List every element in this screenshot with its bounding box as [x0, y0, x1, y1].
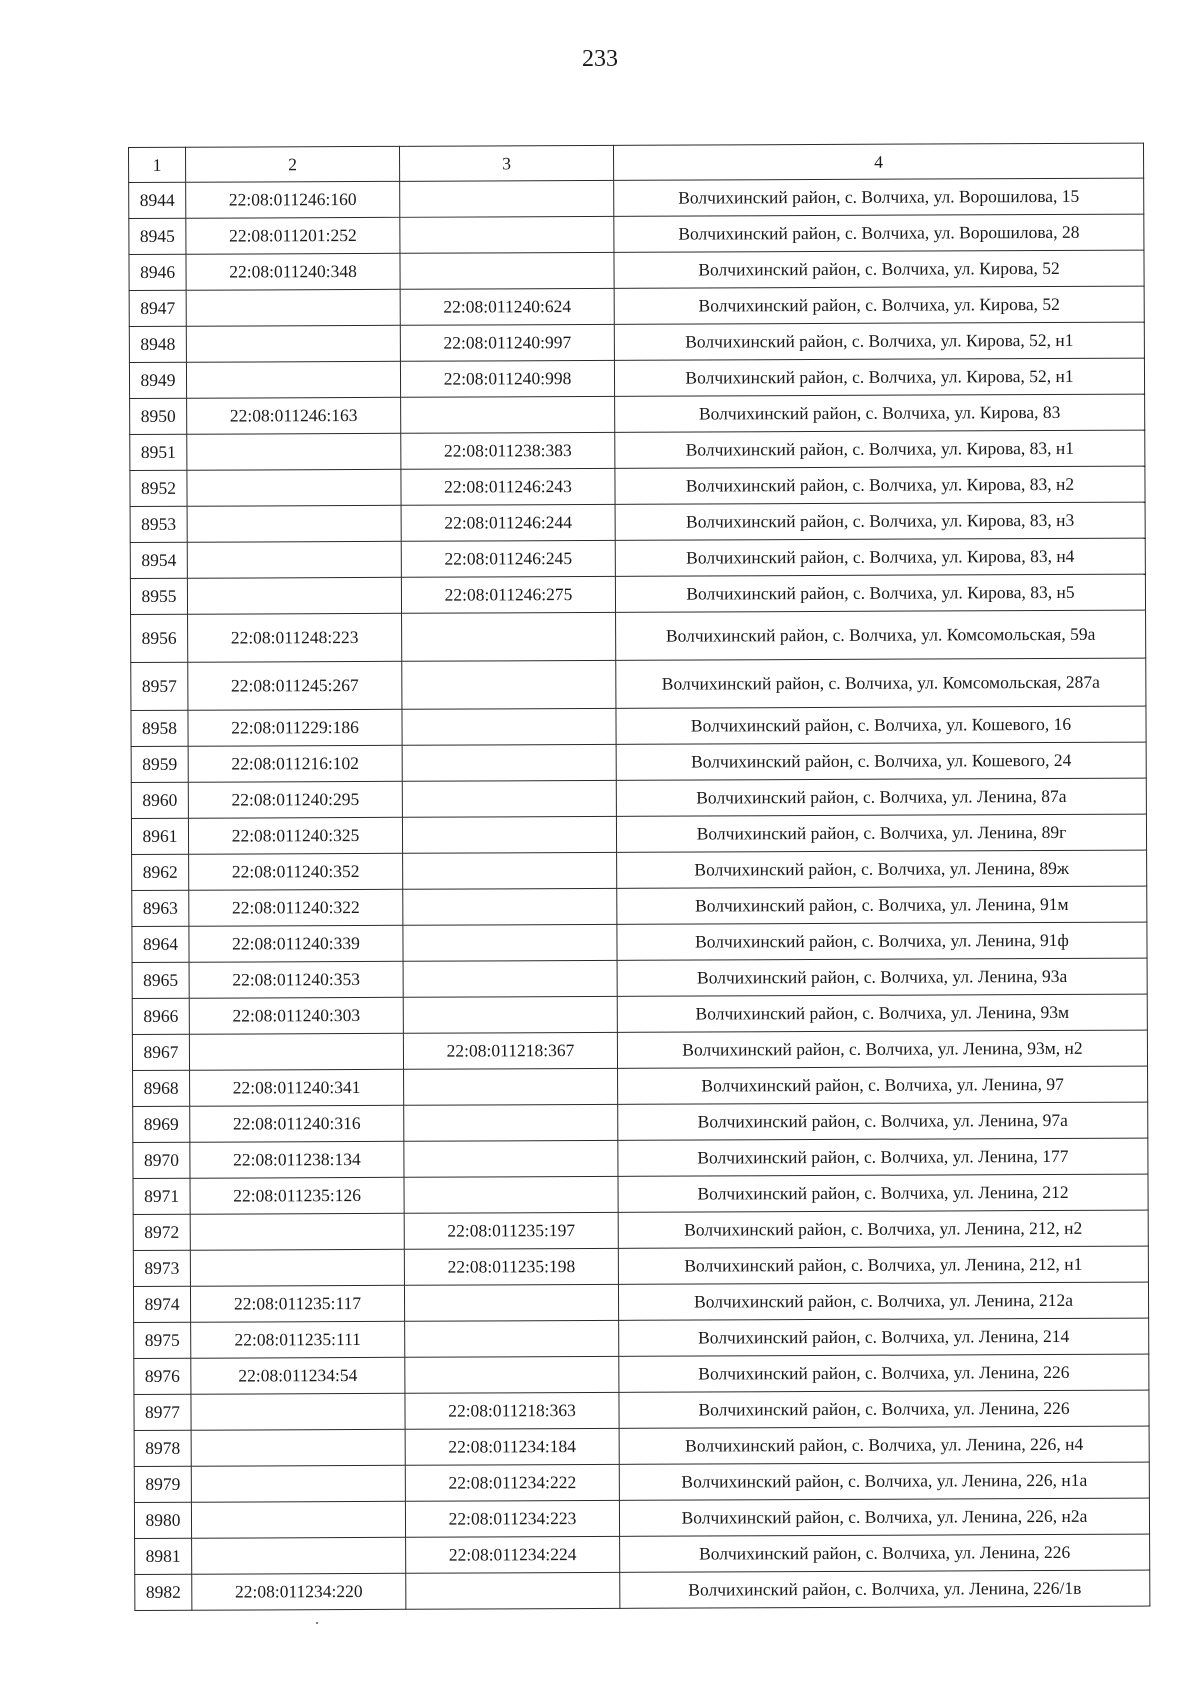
address-cell: Волчихинский район, с. Волчиха, ул. Ленина, 93м — [617, 994, 1147, 1032]
table-row — [134, 1426, 1149, 1466]
row-number-cell: 8953 — [130, 506, 187, 542]
row-number-cell: 8944 — [129, 182, 186, 218]
building-cadastral-number-cell — [404, 1176, 618, 1213]
table-body — [129, 178, 1150, 1610]
cadastral-number-cell — [187, 433, 401, 470]
row-number-cell: 8954 — [130, 542, 187, 578]
cadastral-number-cell: 22:08:011246:163 — [187, 397, 401, 434]
building-cadastral-number-cell — [405, 1356, 619, 1393]
building-cadastral-number-cell: 22:08:011218:363 — [405, 1392, 619, 1429]
building-cadastral-number-cell — [401, 396, 615, 433]
cadastral-number-cell — [189, 1033, 403, 1070]
building-cadastral-number-cell: 22:08:011246:275 — [401, 576, 615, 613]
address-cell: Волчихинский район, с. Волчиха, ул. Ленина, 97 — [618, 1066, 1148, 1104]
column-header-4: 4 — [613, 143, 1143, 180]
cadastral-number-cell — [186, 325, 400, 362]
table-row — [133, 1138, 1148, 1178]
address-cell: Волчихинский район, с. Волчиха, ул. Комсомольская, 287а — [616, 658, 1146, 708]
building-cadastral-number-cell: 22:08:011240:624 — [400, 288, 614, 325]
cadastral-number-cell — [190, 1213, 404, 1250]
building-cadastral-number-cell: 22:08:011246:243 — [401, 468, 615, 505]
address-cell: Волчихинский район, с. Волчиха, ул. Ленина, 93а — [617, 958, 1147, 996]
registry-table — [128, 143, 1150, 1611]
cadastral-number-cell: 22:08:011229:186 — [188, 709, 402, 746]
row-number-cell: 8952 — [130, 470, 187, 506]
row-number-cell: 8971 — [133, 1178, 190, 1214]
page-number: 233 — [582, 46, 618, 72]
header-row — [129, 143, 1144, 182]
row-number-cell: 8951 — [130, 434, 187, 470]
address-cell: Волчихинский район, с. Волчиха, ул. Кирова, 83, н5 — [615, 574, 1145, 612]
cadastral-number-cell: 22:08:011240:341 — [190, 1069, 404, 1106]
table-row — [134, 1498, 1149, 1538]
building-cadastral-number-cell — [402, 708, 616, 745]
table-row — [131, 742, 1146, 782]
table-row — [130, 502, 1145, 542]
row-number-cell: 8949 — [129, 362, 186, 398]
table-row — [129, 250, 1144, 290]
address-cell: Волчихинский район, с. Волчиха, ул. Кирова, 52, н1 — [614, 358, 1144, 396]
row-number-cell: 8975 — [134, 1322, 191, 1358]
row-number-cell: 8946 — [129, 254, 186, 290]
table-row — [133, 1246, 1148, 1286]
row-number-cell: 8969 — [133, 1106, 190, 1142]
table-row — [129, 178, 1144, 218]
column-header-1: 1 — [129, 147, 186, 182]
cadastral-number-cell — [186, 361, 400, 398]
address-cell: Волчихинский район, с. Волчиха, ул. Ворошилова, 15 — [614, 178, 1144, 216]
cadastral-number-cell — [190, 1249, 404, 1286]
address-cell: Волчихинский район, с. Волчиха, ул. Ленина, 226 — [620, 1534, 1150, 1572]
address-cell: Волчихинский район, с. Волчиха, ул. Кирова, 83, н3 — [615, 502, 1145, 540]
cadastral-number-cell: 22:08:011240:353 — [189, 961, 403, 998]
building-cadastral-number-cell — [400, 180, 614, 217]
row-number-cell: 8980 — [134, 1502, 191, 1538]
table-row — [131, 814, 1146, 854]
cadastral-number-cell — [191, 1501, 405, 1538]
row-number-cell: 8978 — [134, 1430, 191, 1466]
address-cell: Волчихинский район, с. Волчиха, ул. Кирова, 83, н2 — [615, 466, 1145, 504]
row-number-cell: 8964 — [132, 926, 189, 962]
building-cadastral-number-cell — [402, 816, 616, 853]
building-cadastral-number-cell: 22:08:011240:997 — [400, 324, 614, 361]
building-cadastral-number-cell — [403, 924, 617, 961]
address-cell: Волчихинский район, с. Волчиха, ул. Ленина, 87а — [616, 778, 1146, 816]
row-number-cell: 8974 — [133, 1286, 190, 1322]
building-cadastral-number-cell — [406, 1572, 620, 1609]
table-row — [134, 1318, 1149, 1358]
address-cell: Волчихинский район, с. Волчиха, ул. Ленина, 226, н2а — [619, 1498, 1149, 1536]
address-cell: Волчихинский район, с. Волчиха, ул. Кирова, 83 — [615, 394, 1145, 432]
row-number-cell: 8963 — [132, 890, 189, 926]
row-number-cell: 8962 — [132, 854, 189, 890]
row-number-cell: 8966 — [132, 998, 189, 1034]
column-header-3: 3 — [399, 145, 613, 181]
row-number-cell: 8970 — [133, 1142, 190, 1178]
cadastral-number-cell: 22:08:011240:348 — [186, 253, 400, 290]
building-cadastral-number-cell: 22:08:011218:367 — [403, 1032, 617, 1069]
row-number-cell: 8982 — [135, 1574, 192, 1610]
building-cadastral-number-cell: 22:08:011235:198 — [404, 1248, 618, 1285]
table-row — [132, 922, 1147, 962]
scan-speck — [316, 1622, 318, 1624]
building-cadastral-number-cell: 22:08:011240:998 — [400, 360, 614, 397]
table-header — [129, 143, 1144, 182]
table-row — [131, 610, 1146, 662]
table-row — [134, 1462, 1149, 1502]
table-row — [133, 1102, 1148, 1142]
row-number-cell: 8968 — [133, 1070, 190, 1106]
row-number-cell: 8955 — [130, 578, 187, 614]
address-cell: Волчихинский район, с. Волчиха, ул. Ленина, 226, н4 — [619, 1426, 1149, 1464]
table-row — [130, 538, 1145, 578]
building-cadastral-number-cell — [403, 852, 617, 889]
cadastral-number-cell: 22:08:011235:117 — [190, 1285, 404, 1322]
address-cell: Волчихинский район, с. Волчиха, ул. Ленина, 89ж — [617, 850, 1147, 888]
cadastral-number-cell: 22:08:011216:102 — [188, 745, 402, 782]
address-cell: Волчихинский район, с. Волчиха, ул. Ленина, 91ф — [617, 922, 1147, 960]
building-cadastral-number-cell — [403, 996, 617, 1033]
cadastral-number-cell: 22:08:011234:54 — [191, 1357, 405, 1394]
row-number-cell: 8973 — [133, 1250, 190, 1286]
address-cell: Волчихинский район, с. Волчиха, ул. Кошевого, 16 — [616, 706, 1146, 744]
row-number-cell: 8958 — [131, 710, 188, 746]
building-cadastral-number-cell: 22:08:011246:244 — [401, 504, 615, 541]
row-number-cell: 8976 — [134, 1358, 191, 1394]
building-cadastral-number-cell: 22:08:011234:224 — [406, 1536, 620, 1573]
cadastral-number-cell — [187, 469, 401, 506]
table-row — [129, 358, 1144, 398]
table-row — [130, 466, 1145, 506]
table-row — [132, 886, 1147, 926]
address-cell: Волчихинский район, с. Волчиха, ул. Кирова, 83, н1 — [615, 430, 1145, 468]
cadastral-number-cell — [187, 505, 401, 542]
row-number-cell: 8979 — [134, 1466, 191, 1502]
cadastral-number-cell: 22:08:011234:220 — [192, 1573, 406, 1610]
building-cadastral-number-cell — [404, 1140, 618, 1177]
table-row — [130, 574, 1145, 614]
cadastral-number-cell — [192, 1537, 406, 1574]
address-cell: Волчихинский район, с. Волчиха, ул. Ворошилова, 28 — [614, 214, 1144, 252]
row-number-cell: 8961 — [131, 818, 188, 854]
table-row — [133, 1066, 1148, 1106]
building-cadastral-number-cell: 22:08:011235:197 — [404, 1212, 618, 1249]
cadastral-number-cell — [191, 1465, 405, 1502]
column-header-2: 2 — [186, 146, 400, 182]
cadastral-number-cell: 22:08:011240:352 — [189, 853, 403, 890]
cadastral-number-cell: 22:08:011248:223 — [188, 613, 402, 662]
table-row — [135, 1534, 1150, 1574]
row-number-cell: 8981 — [135, 1538, 192, 1574]
table-row — [129, 214, 1144, 254]
table-row — [133, 1210, 1148, 1250]
cadastral-number-cell: 22:08:011201:252 — [186, 217, 400, 254]
building-cadastral-number-cell — [402, 612, 616, 661]
address-cell: Волчихинский район, с. Волчиха, ул. Ленина, 212, н1 — [618, 1246, 1148, 1284]
building-cadastral-number-cell: 22:08:011238:383 — [401, 432, 615, 469]
address-cell: Волчихинский район, с. Волчиха, ул. Ленина, 93м, н2 — [617, 1030, 1147, 1068]
building-cadastral-number-cell — [402, 780, 616, 817]
building-cadastral-number-cell: 22:08:011234:222 — [405, 1464, 619, 1501]
cadastral-number-cell — [187, 541, 401, 578]
address-cell: Волчихинский район, с. Волчиха, ул. Ленина, 212 — [618, 1174, 1148, 1212]
address-cell: Волчихинский район, с. Волчиха, ул. Кошевого, 24 — [616, 742, 1146, 780]
row-number-cell: 8959 — [131, 746, 188, 782]
cadastral-number-cell — [191, 1429, 405, 1466]
address-cell: Волчихинский район, с. Волчиха, ул. Кирова, 52 — [614, 250, 1144, 288]
cadastral-number-cell: 22:08:011235:111 — [191, 1321, 405, 1358]
address-cell: Волчихинский район, с. Волчиха, ул. Ленина, 212а — [618, 1282, 1148, 1320]
cadastral-number-cell: 22:08:011240:325 — [188, 817, 402, 854]
address-cell: Волчихинский район, с. Волчиха, ул. Ленина, 212, н2 — [618, 1210, 1148, 1248]
table-row — [132, 1030, 1147, 1070]
building-cadastral-number-cell — [404, 1104, 618, 1141]
table-row — [130, 430, 1145, 470]
table-row — [135, 1570, 1150, 1610]
cadastral-number-cell: 22:08:011240:339 — [189, 925, 403, 962]
address-cell: Волчихинский район, с. Волчиха, ул. Ленина, 226, н1а — [619, 1462, 1149, 1500]
table-row — [133, 1174, 1148, 1214]
address-cell: Волчихинский район, с. Волчиха, ул. Ленина, 91м — [617, 886, 1147, 924]
building-cadastral-number-cell — [402, 744, 616, 781]
cadastral-number-cell: 22:08:011245:267 — [188, 661, 402, 710]
cadastral-number-cell: 22:08:011238:134 — [190, 1141, 404, 1178]
row-number-cell: 8948 — [129, 326, 186, 362]
row-number-cell: 8965 — [132, 962, 189, 998]
cadastral-number-cell: 22:08:011240:295 — [188, 781, 402, 818]
row-number-cell: 8977 — [134, 1394, 191, 1430]
address-cell: Волчихинский район, с. Волчиха, ул. Кирова, 52, н1 — [614, 322, 1144, 360]
building-cadastral-number-cell: 22:08:011234:184 — [405, 1428, 619, 1465]
row-number-cell: 8957 — [131, 662, 188, 710]
row-number-cell: 8972 — [133, 1214, 190, 1250]
cadastral-number-cell — [191, 1393, 405, 1430]
building-cadastral-number-cell — [400, 252, 614, 289]
table-row — [130, 394, 1145, 434]
cadastral-number-cell: 22:08:011240:303 — [189, 997, 403, 1034]
table-row — [129, 286, 1144, 326]
table-row — [131, 706, 1146, 746]
cadastral-number-cell: 22:08:011235:126 — [190, 1177, 404, 1214]
building-cadastral-number-cell — [400, 216, 614, 253]
row-number-cell: 8950 — [130, 398, 187, 434]
row-number-cell: 8947 — [129, 290, 186, 326]
table-row — [134, 1390, 1149, 1430]
cadastral-number-cell — [187, 577, 401, 614]
cadastral-number-cell — [186, 289, 400, 326]
address-cell: Волчихинский район, с. Волчиха, ул. Кирова, 83, н4 — [615, 538, 1145, 576]
address-cell: Волчихинский район, с. Волчиха, ул. Ленина, 89г — [616, 814, 1146, 852]
cadastral-number-cell: 22:08:011246:160 — [186, 181, 400, 218]
address-cell: Волчихинский район, с. Волчиха, ул. Кирова, 52 — [614, 286, 1144, 324]
table-row — [133, 1282, 1148, 1322]
address-cell: Волчихинский район, с. Волчиха, ул. Ленина, 226 — [619, 1354, 1149, 1392]
address-cell: Волчихинский район, с. Волчиха, ул. Комсомольская, 59а — [616, 610, 1146, 660]
building-cadastral-number-cell — [404, 1068, 618, 1105]
building-cadastral-number-cell — [404, 1284, 618, 1321]
address-cell: Волчихинский район, с. Волчиха, ул. Ленина, 214 — [619, 1318, 1149, 1356]
table-row — [134, 1354, 1149, 1394]
address-cell: Волчихинский район, с. Волчиха, ул. Ленина, 97а — [618, 1102, 1148, 1140]
building-cadastral-number-cell — [403, 960, 617, 997]
cadastral-number-cell: 22:08:011240:322 — [189, 889, 403, 926]
row-number-cell: 8956 — [131, 614, 188, 662]
table-row — [131, 778, 1146, 818]
building-cadastral-number-cell — [402, 660, 616, 709]
cadastral-number-cell: 22:08:011240:316 — [190, 1105, 404, 1142]
row-number-cell: 8945 — [129, 218, 186, 254]
address-cell: Волчихинский район, с. Волчиха, ул. Ленина, 226/1в — [620, 1570, 1150, 1608]
table-row — [132, 850, 1147, 890]
table-row — [132, 958, 1147, 998]
building-cadastral-number-cell — [405, 1320, 619, 1357]
building-cadastral-number-cell: 22:08:011234:223 — [405, 1500, 619, 1537]
table-row — [132, 994, 1147, 1034]
table-row — [129, 322, 1144, 362]
table-row — [131, 658, 1146, 710]
building-cadastral-number-cell: 22:08:011246:245 — [401, 540, 615, 577]
building-cadastral-number-cell — [403, 888, 617, 925]
address-cell: Волчихинский район, с. Волчиха, ул. Ленина, 177 — [618, 1138, 1148, 1176]
address-cell: Волчихинский район, с. Волчиха, ул. Ленина, 226 — [619, 1390, 1149, 1428]
row-number-cell: 8967 — [132, 1034, 189, 1070]
row-number-cell: 8960 — [131, 782, 188, 818]
